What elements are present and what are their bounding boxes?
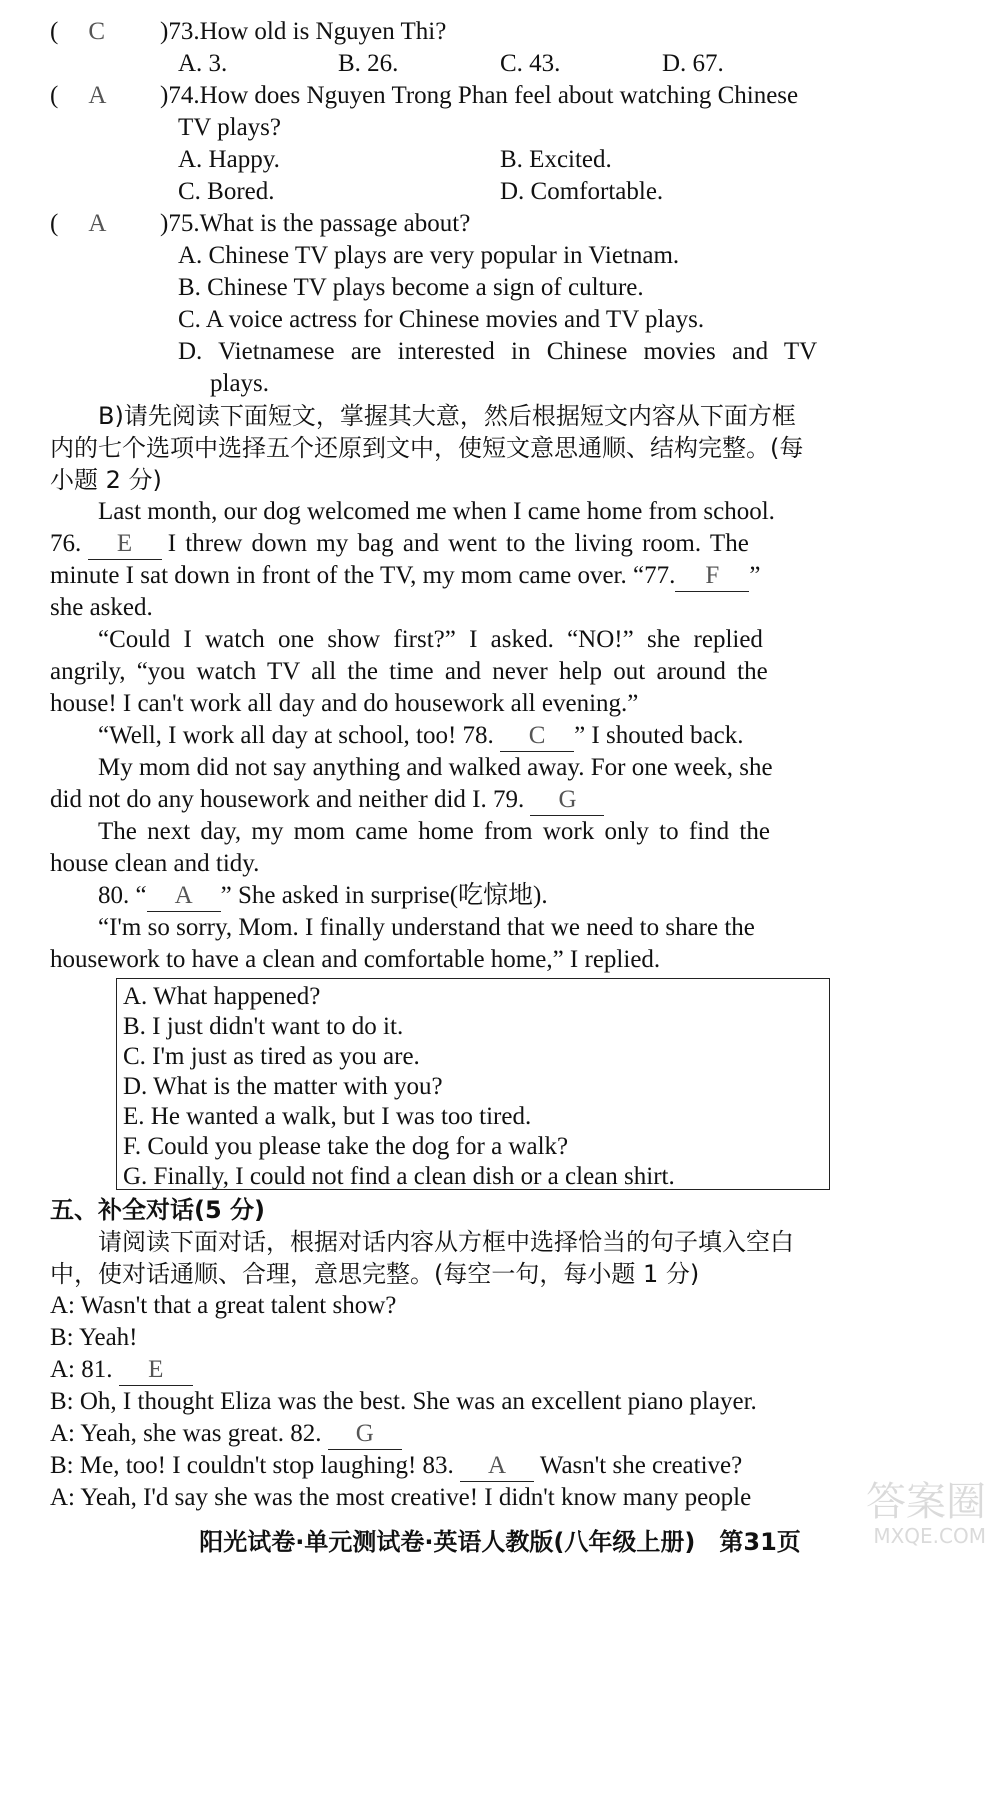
options-box <box>116 978 830 1190</box>
option-d: D. What is the matter with you? <box>123 1073 443 1100</box>
q73-option-c: C. 43. <box>500 50 561 77</box>
dialogue-line: B: Me, too! I couldn't stop laughing! 83. A Wasn't she creative? <box>50 1448 742 1484</box>
passage-line: angrily, “you watch TV all the time and never help out around the <box>50 658 768 685</box>
passage-line: house clean and tidy. <box>50 850 260 877</box>
answer-73: C <box>88 18 106 45</box>
passage-line: housework to have a clean and comfortable home,” I replied. <box>50 946 661 973</box>
dialogue-line: B: Yeah! <box>50 1324 138 1351</box>
passage-line: minute I sat down in front of the TV, my mom came over. “77. F ” <box>50 558 760 594</box>
passage-line: “I'm so sorry, Mom. I finally understand that we need to share the <box>98 914 755 941</box>
option-b: B. I just didn't want to do it. <box>123 1013 404 1040</box>
blank-76: E <box>88 529 162 560</box>
dialogue-line: A: Yeah, I'd say she was the most creative! I didn't know many people <box>50 1484 752 1511</box>
blank-83: A <box>460 1451 534 1482</box>
option-g: G. Finally, I could not find a clean dish or a clean shirt. <box>123 1163 675 1190</box>
blank-80: A <box>147 881 221 912</box>
partb-instruction-cont: 内的七个选项中选择五个还原到文中，使短文意思通顺、结构完整。(每 <box>50 434 804 462</box>
blank-79: G <box>530 785 604 816</box>
q74-option-b: B. Excited. <box>500 146 612 173</box>
question-74: ( A )74.How does Nguyen Trong Phan feel about watching Chinese <box>50 82 799 109</box>
section5-instruction: 请阅读下面对话，根据对话内容从方框中选择恰当的句子填入空白 <box>98 1228 794 1256</box>
option-f: F. Could you please take the dog for a walk? <box>123 1133 569 1160</box>
passage-line: she asked. <box>50 594 153 621</box>
q74-option-c: C. Bored. <box>178 178 275 205</box>
answer-paren: ( C <box>50 18 106 45</box>
section5-instruction-cont: 中，使对话通顺、合理，意思完整。(每空一句，每小题 1 分) <box>50 1260 700 1288</box>
passage-line: 80. “ A ” She asked in surprise(吃惊地). <box>98 878 548 914</box>
question-75: ( A )75.What is the passage about? <box>50 210 471 237</box>
option-a: A. What happened? <box>123 983 321 1010</box>
passage-line: My mom did not say anything and walked away. For one week, she <box>98 754 773 781</box>
watermark-url: MXQE.COM <box>873 1524 986 1548</box>
page-footer: 阳光试卷·单元测试卷·英语人教版(八年级上册) 第31页 <box>199 1528 801 1556</box>
q74-stem-cont: TV plays? <box>178 114 281 141</box>
q75-option-d-cont: plays. <box>210 370 270 397</box>
q74-option-d: D. Comfortable. <box>500 178 664 205</box>
partb-instruction: B)请先阅读下面短文，掌握其大意，然后根据短文内容从下面方框 <box>98 402 796 430</box>
dialogue-line: A: Wasn't that a great talent show? <box>50 1292 397 1319</box>
partb-instruction-score: 小题 2 分) <box>50 466 162 494</box>
question-73: ( C )73.How old is Nguyen Thi? <box>50 14 446 50</box>
dialogue-line: A: Yeah, she was great. 82. G <box>50 1416 402 1452</box>
answer-74: A <box>88 82 107 109</box>
q73-option-d: D. 67. <box>662 50 724 77</box>
blank-81: E <box>119 1355 193 1386</box>
passage-line: “Well, I work all day at school, too! 78. C ” I shouted back. <box>98 718 743 754</box>
passage-line: did not do any housework and neither did I. 79. G <box>50 782 604 818</box>
blank-77: F <box>675 561 749 592</box>
dialogue-line: A: 81. E <box>50 1352 193 1388</box>
watermark-text: 答案圈 <box>866 1479 986 1525</box>
q73-option-b: B. 26. <box>338 50 399 77</box>
option-c: C. I'm just as tired as you are. <box>123 1043 420 1070</box>
answer-75: A <box>88 210 107 237</box>
blank-78: C <box>500 721 574 752</box>
passage-line: 76. E I threw down my bag and went to the living room. The <box>50 526 749 562</box>
q75-option-d: D. Vietnamese are interested in Chinese movies and TV <box>178 338 818 365</box>
q73-option-a: A. 3. <box>178 50 228 77</box>
passage-line: The next day, my mom came home from work only to find the <box>98 818 770 845</box>
option-e: E. He wanted a walk, but I was too tired. <box>123 1103 532 1130</box>
passage-line: “Could I watch one show first?” I asked. “NO!” she replied <box>98 626 763 653</box>
dialogue-line: B: Oh, I thought Eliza was the best. She was an excellent piano player. <box>50 1388 757 1415</box>
watermark-logo <box>846 1480 986 1550</box>
q75-option-b: B. Chinese TV plays become a sign of culture. <box>178 274 644 301</box>
q75-option-c: C. A voice actress for Chinese movies and TV plays. <box>178 306 705 333</box>
passage-line: house! I can't work all day and do housework all evening.” <box>50 690 639 717</box>
q74-option-a: A. Happy. <box>178 146 280 173</box>
passage-line: Last month, our dog welcomed me when I came home from school. <box>98 498 775 525</box>
blank-82: G <box>328 1419 402 1450</box>
section-heading: 五、补全对话(5 分) <box>50 1196 265 1224</box>
q75-option-a: A. Chinese TV plays are very popular in Vietnam. <box>178 242 680 269</box>
